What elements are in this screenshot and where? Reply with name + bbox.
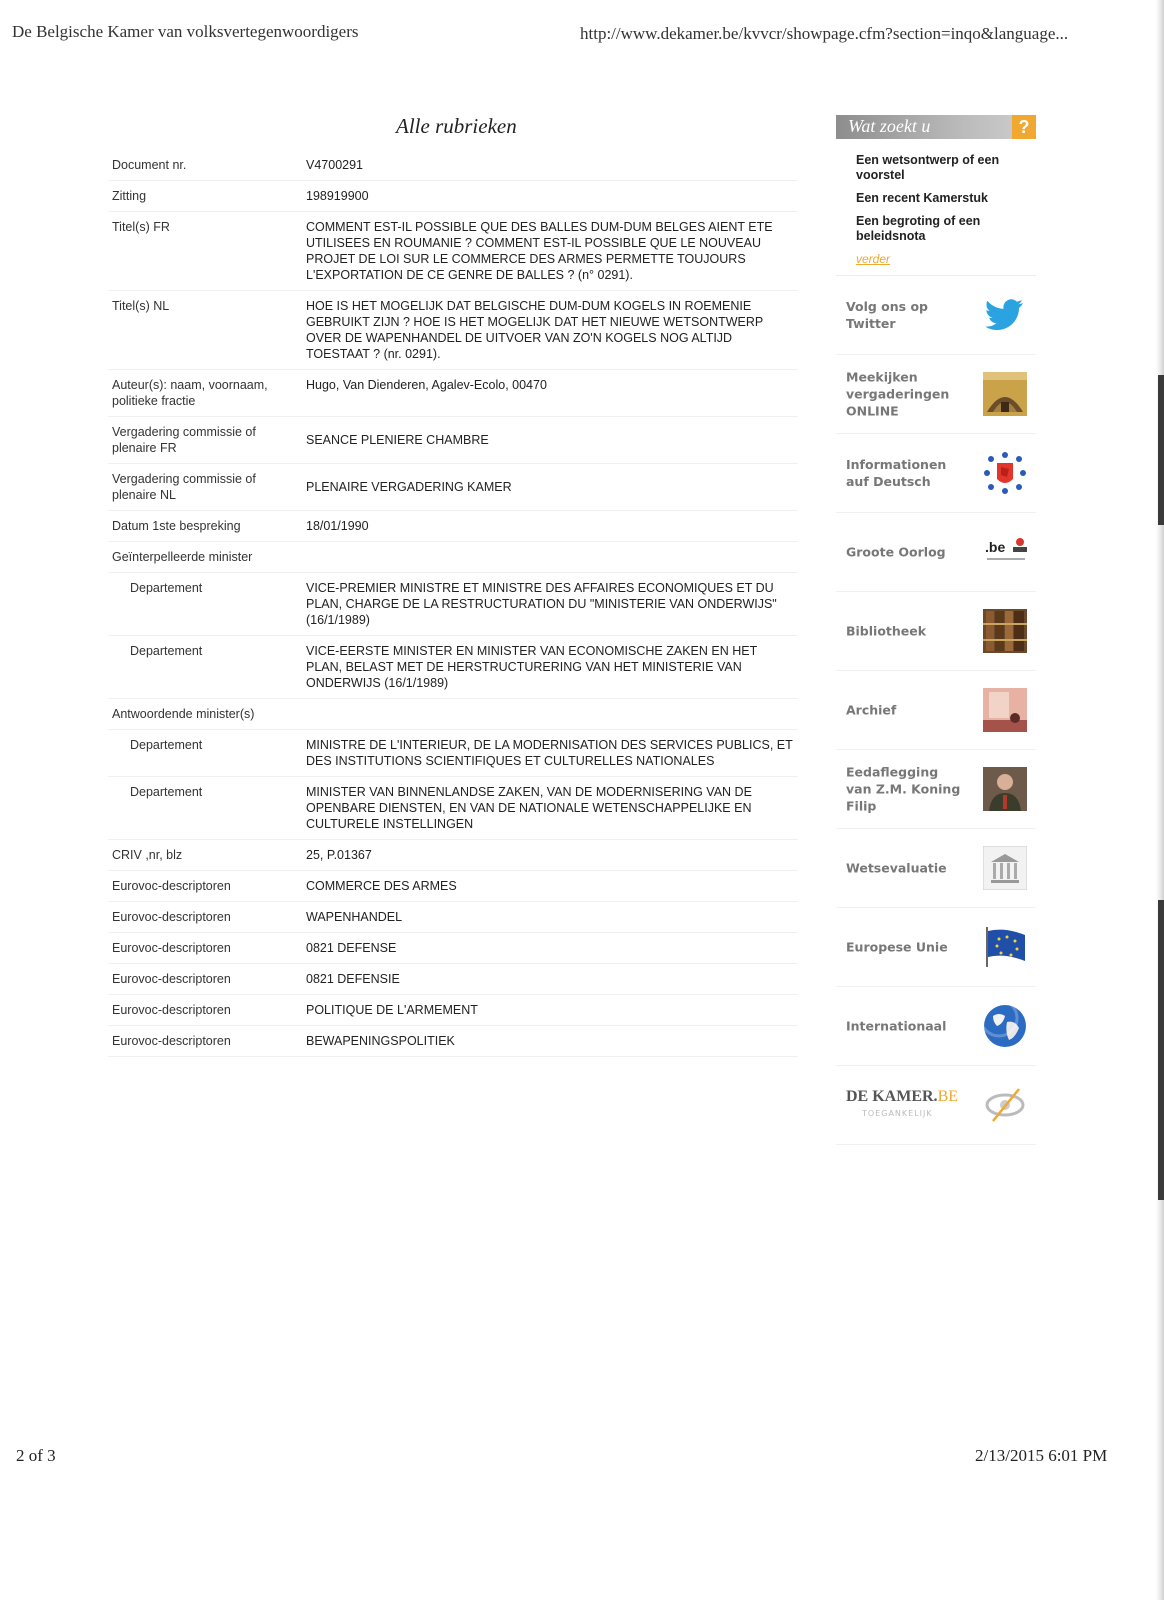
detail-value: 25, P.01367 [302, 840, 798, 871]
quick-link-kamerstuk[interactable]: Een recent Kamerstuk [856, 191, 989, 205]
detail-label: Departement [108, 636, 302, 699]
be-1914-18-icon [983, 530, 1027, 574]
detail-value: VICE-EERSTE MINISTER EN MINISTER VAN ECONOMISCHE ZAKEN EN HET PLAN, BELAST MET DE HERSTRUCTURERING VAN HET MINISTERIE VAN ONDERWIJS (16/1/1989) [302, 636, 798, 699]
detail-value: COMMENT EST-IL POSSIBLE QUE DES BALLES DUM-DUM BELGES AIENT ETE UTILISEES EN ROUMANIE ? COMMENT EST-IL POSSIBLE QUE LE NOUVEAU PROJET DE LOI SUR LE COMMERCE DES ARMES PERMETTE TOUJOURS L'EXPORTATION DE CE GENRE DE BALLES ? (n° 0291). [302, 212, 798, 291]
sidebar-item-deutsch[interactable] [836, 434, 1036, 513]
detail-label: Eurovoc-descriptoren [108, 1026, 302, 1057]
archive-photo-icon [983, 688, 1027, 732]
sidebar-item-label: Europese Unie [846, 939, 948, 955]
page-title: Alle rubrieken [396, 114, 517, 138]
sidebar-item-label: Eedaflegging van Z.M. Koning Filip [846, 764, 961, 814]
sidebar-item-label: Bibliotheek [846, 623, 927, 639]
detail-label: Auteur(s): naam, voornaam, politieke fractie [108, 370, 302, 417]
sidebar-item-label: Volg ons op Twitter [846, 299, 928, 331]
detail-row [108, 370, 798, 417]
sidebar-item-label: Internationaal [846, 1018, 947, 1034]
detail-row [108, 636, 798, 699]
print-footer-page: 2 of 3 [16, 1446, 56, 1465]
detail-row [108, 730, 798, 777]
detail-value: SEANCE PLENIERE CHAMBRE [302, 417, 798, 464]
detail-row [108, 699, 798, 730]
detail-row [108, 464, 798, 511]
sidebar-item-label: Informationen auf Deutsch [846, 457, 947, 489]
detail-label: Departement [108, 573, 302, 636]
detail-label: Datum 1ste bespreking [108, 511, 302, 542]
detail-value: 0821 DEFENSE [302, 933, 798, 964]
detail-label: Eurovoc-descriptoren [108, 902, 302, 933]
quick-link-begroting[interactable]: Een begroting of een beleidsnota [856, 214, 981, 243]
detail-value [302, 699, 798, 730]
plenary-hall-icon [983, 372, 1027, 416]
detail-label: Eurovoc-descriptoren [108, 933, 302, 964]
detail-label: Document nr. [108, 150, 302, 181]
twitter-bird-icon [983, 293, 1027, 337]
sidebar-item-label: Groote Oorlog [846, 544, 946, 560]
detail-value: VICE-PREMIER MINISTRE ET MINISTRE DES AFFAIRES ECONOMIQUES ET DU PLAN, CHARGE DE LA RESTRUCTURATION DU "MINISTERIE VAN ONDERWIJS" (16/1/1989) [302, 573, 798, 636]
detail-row [108, 150, 798, 181]
document-details-table [108, 150, 798, 1057]
detail-value [302, 542, 798, 573]
detail-row [108, 181, 798, 212]
search-header[interactable] [836, 115, 1036, 139]
detail-value: Hugo, Van Dienderen, Agalev-Ecolo, 00470 [302, 370, 798, 417]
quick-links [836, 139, 1036, 267]
sidebar-item-archief[interactable] [836, 671, 1036, 750]
sidebar-item-bibliotheek[interactable] [836, 592, 1036, 671]
detail-value: 18/01/1990 [302, 511, 798, 542]
king-portrait-icon [983, 767, 1027, 811]
detail-label: Antwoordende minister(s) [108, 699, 302, 730]
detail-label: Vergadering commissie of plenaire FR [108, 417, 302, 464]
detail-label: Eurovoc-descriptoren [108, 964, 302, 995]
accessible-logo-accent: BE [937, 1088, 959, 1105]
sidebar-item-eu[interactable] [836, 908, 1036, 987]
building-icon [983, 846, 1027, 890]
help-icon[interactable]: ? [1012, 115, 1036, 139]
detail-row [108, 511, 798, 542]
sidebar-item-meekijken[interactable] [836, 355, 1036, 434]
detail-row [108, 933, 798, 964]
detail-value: 0821 DEFENSIE [302, 964, 798, 995]
sidebar-item-internationaal[interactable] [836, 987, 1036, 1066]
detail-value: PLENAIRE VERGADERING KAMER [302, 464, 798, 511]
detail-row [108, 995, 798, 1026]
lion-coat-of-arms-icon [983, 451, 1027, 495]
sidebar [836, 115, 1036, 1145]
sidebar-item-label: Wetsevaluatie [846, 860, 947, 876]
books-icon [983, 609, 1027, 653]
detail-label: Geïnterpelleerde minister [108, 542, 302, 573]
print-header-url: http://www.dekamer.be/kvvcr/showpage.cfm?section=inqo&language... [580, 24, 1069, 43]
globe-icon [983, 1004, 1027, 1048]
detail-label: Departement [108, 730, 302, 777]
detail-row [108, 542, 798, 573]
detail-row [108, 212, 798, 291]
sidebar-list [836, 275, 1036, 1145]
detail-label: Zitting [108, 181, 302, 212]
detail-value: V4700291 [302, 150, 798, 181]
detail-value: MINISTER VAN BINNENLANDSE ZAKEN, VAN DE MODERNISERING VAN DE OPENBARE DIENSTEN, EN VAN DE NATIONALE WETENSCHAPPELIJKE EN CULTURELE INSTELLINGEN [302, 777, 798, 840]
detail-label: Titel(s) NL [108, 291, 302, 370]
sidebar-item-groote-oorlog[interactable] [836, 513, 1036, 592]
detail-label: CRIV ,nr, blz [108, 840, 302, 871]
detail-label: Vergadering commissie of plenaire NL [108, 464, 302, 511]
detail-value: WAPENHANDEL [302, 902, 798, 933]
detail-label: Titel(s) FR [108, 212, 302, 291]
accessible-logo-main: DE KAMER. [846, 1088, 938, 1105]
detail-value: MINISTRE DE L'INTERIEUR, DE LA MODERNISATION DES SERVICES PUBLICS, ET DES INSTITUTIONS SCIENTIFIQUES ET CULTURELLES NATIONALES [302, 730, 798, 777]
detail-label: Departement [108, 777, 302, 840]
sidebar-item-twitter[interactable] [836, 276, 1036, 355]
detail-row [108, 417, 798, 464]
detail-row [108, 777, 798, 840]
print-header-title: De Belgische Kamer van volksvertegenwoordigers [12, 22, 359, 41]
scan-edge [1156, 0, 1164, 1600]
detail-value: 198919900 [302, 181, 798, 212]
sidebar-item-label: Meekijken vergaderingen ONLINE [846, 369, 950, 419]
detail-value: POLITIQUE DE L'ARMEMENT [302, 995, 798, 1026]
detail-value: HOE IS HET MOGELIJK DAT BELGISCHE DUM-DUM KOGELS IN ROEMENIE GEBRUIKT ZIJN ? HOE IS HET MOGELIJK DAT HET NIEUWE WETSONTWERP OVER DE WAPENHANDEL DE UITVOER VAN ZO'N KOGELS NOG ALTIJD TOESTAAT ? (nr. 0291). [302, 291, 798, 370]
detail-row [108, 964, 798, 995]
detail-row [108, 291, 798, 370]
sidebar-item-koning[interactable] [836, 750, 1036, 829]
detail-label: Eurovoc-descriptoren [108, 871, 302, 902]
detail-row [108, 840, 798, 871]
detail-value: BEWAPENINGSPOLITIEK [302, 1026, 798, 1057]
sidebar-item-wetsevaluatie[interactable] [836, 829, 1036, 908]
detail-row [108, 1026, 798, 1057]
detail-label: Eurovoc-descriptoren [108, 995, 302, 1026]
accessible-logo [846, 1088, 976, 1122]
detail-row [108, 902, 798, 933]
crossed-eye-icon [983, 1083, 1027, 1127]
accessible-logo-sub: TOEGANKELIJK [862, 1109, 933, 1118]
more-link[interactable]: verder [856, 252, 891, 266]
detail-row [108, 871, 798, 902]
print-footer-datetime: 2/13/2015 6:01 PM [975, 1446, 1108, 1465]
svg-text:.be: .be [985, 539, 1006, 555]
sidebar-item-toegankelijk[interactable] [836, 1066, 1036, 1145]
search-title: Wat zoekt u [848, 116, 931, 136]
sidebar-item-label: Archief [846, 702, 897, 718]
detail-value: COMMERCE DES ARMES [302, 871, 798, 902]
eu-flag-icon [983, 925, 1027, 969]
detail-row [108, 573, 798, 636]
quick-link-wetsontwerp[interactable]: Een wetsontwerp of een voorstel [856, 153, 1000, 182]
